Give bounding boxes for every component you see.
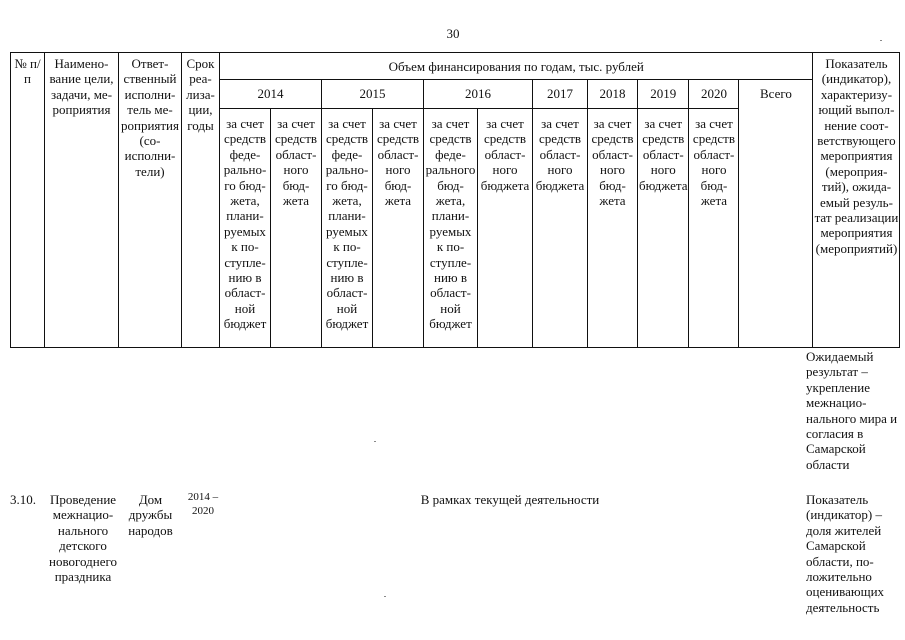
header-funding: Объем финансирования по годам, тыс. рублей <box>220 53 813 80</box>
source-regional-2016: за счет средств областного бюджета <box>478 109 533 348</box>
row-period: 2014 – 2020 <box>187 491 219 517</box>
year-2016: 2016 <box>424 80 533 109</box>
source-federal-2015: за счет средств федерального бюджета, планируемых к поступлению в областной бюджет <box>322 109 373 348</box>
source-federal-2016: за счет средств федерального бюджета, планируемых к поступлению в областной бюджет <box>424 109 478 348</box>
row-event-name: Проведение межнационального детского новогоднего праздника <box>49 492 117 585</box>
header-name: Наименование цели, задачи, мероприятия <box>45 53 119 348</box>
row-number: 3.10. <box>10 492 36 507</box>
source-regional-2020: за счет средств областного бюджета <box>689 109 739 348</box>
scan-dot <box>384 596 386 597</box>
header-indicator: Показатель (индикатор), характеризующий выполнение соответствующего мероприятия (мероприятий), ожидаемый результат реализации мероприятия (мероприятий) <box>813 53 900 348</box>
year-2019: 2019 <box>638 80 689 109</box>
row-indicator: Показатель (индикатор) – доля жителей Самарской области, положительно оценивающих деятельность <box>806 492 885 615</box>
source-regional-2014: за счет средств областного бюджета <box>271 109 322 348</box>
source-regional-2018: за счет средств областного бюджета <box>588 109 638 348</box>
expected-result: Ожидаемый результат – укрепление межнационального мира и согласия в Самарской области <box>806 349 898 472</box>
header-period: Срок реализации, годы <box>182 53 220 348</box>
year-2018: 2018 <box>588 80 638 109</box>
scan-dot <box>880 40 882 41</box>
row-executor: Дом дружбы народов <box>128 492 173 538</box>
header-num: № п/п <box>11 53 45 348</box>
source-regional-2019: за счет средств областного бюджета <box>638 109 689 348</box>
financing-table <box>10 52 900 348</box>
source-regional-2015: за счет средств областного бюджета <box>373 109 424 348</box>
year-2020: 2020 <box>689 80 739 109</box>
page-number: 30 <box>446 26 460 41</box>
row-funding: В рамках текущей деятельности <box>420 492 600 507</box>
header-total: Всего <box>739 80 813 348</box>
year-2017: 2017 <box>533 80 588 109</box>
source-regional-2017: за счет средств областного бюджета <box>533 109 588 348</box>
source-federal-2014: за счет средств федерального бюджета, планируемых к поступлению в областной бюджет <box>220 109 271 348</box>
year-2014: 2014 <box>220 80 322 109</box>
scan-dot <box>374 441 376 442</box>
header-executor: Ответственный исполнитель мероприятия (соисполнители) <box>119 53 182 348</box>
year-2015: 2015 <box>322 80 424 109</box>
